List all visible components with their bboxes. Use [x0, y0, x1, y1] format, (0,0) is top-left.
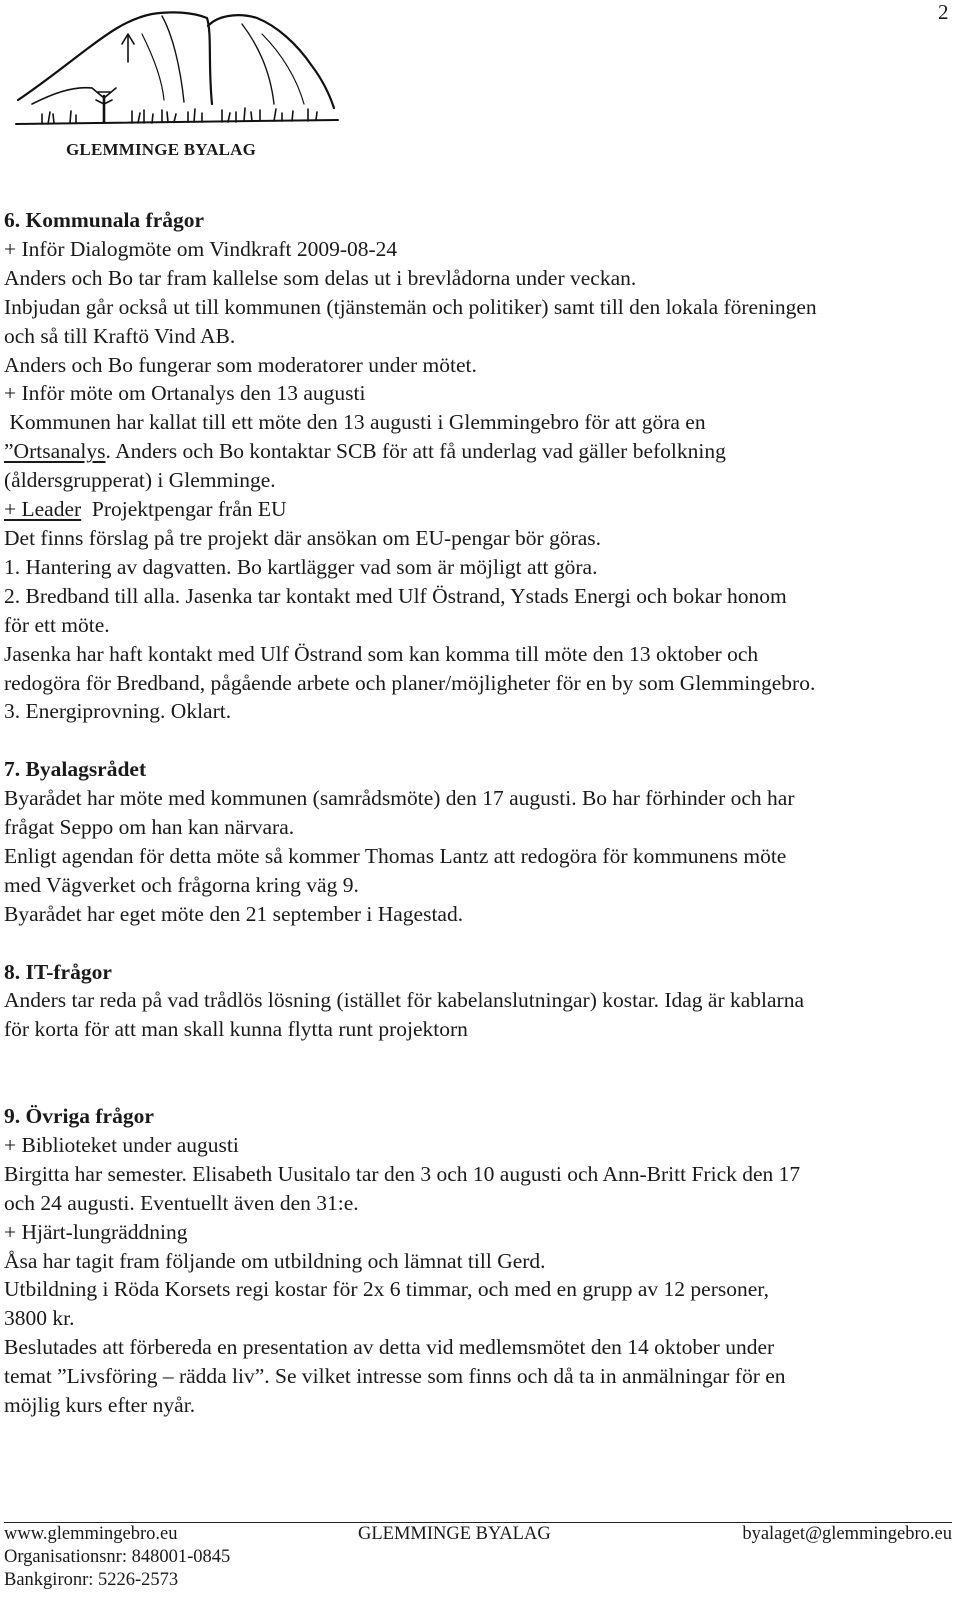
- text-line: + Inför möte om Ortanalys den 13 augusti: [4, 381, 366, 406]
- text-line: med Vägverket och frågorna kring väg 9.: [4, 872, 359, 897]
- section-8-heading: 8. IT-frågor: [4, 959, 112, 984]
- landscape-logo-illustration: [12, 4, 342, 136]
- footer-row: [4, 1569, 952, 1592]
- text-line: Byarådet har eget möte den 21 september i Hagestad.: [4, 901, 464, 926]
- footer-row: [4, 1546, 952, 1569]
- text-line: möjlig kurs efter nyår.: [4, 1393, 196, 1418]
- text-line: Birgitta har semester. Elisabeth Uusitalo tar den 3 och 10 augusti och Ann-Britt Frick den 17: [4, 1161, 801, 1186]
- text-line: 3800 kr.: [4, 1306, 75, 1331]
- section-9-heading: 9. Övriga frågor: [4, 1104, 154, 1129]
- section-6-number: 6.: [4, 208, 26, 232]
- footer-org-name: GLEMMINGE BYALAG: [358, 1524, 551, 1544]
- text-line: Anders och Bo fungerar som moderatorer under mötet.: [4, 352, 477, 377]
- section-6-title: Kommunala frågor: [25, 208, 205, 232]
- text-line: temat ”Livsföring – rädda liv”. Se vilket intresse som finns och då ta in anmälningar för en: [4, 1364, 786, 1389]
- text-line: Anders och Bo tar fram kallelse som delas ut i brevlådorna under veckan.: [4, 265, 637, 290]
- text-line: Åsa har tagit fram följande om utbildning och lämnat till Gerd.: [4, 1248, 546, 1273]
- text-line: [4, 437, 956, 466]
- leader-link-text: + Leader: [4, 497, 82, 522]
- text-line: Jasenka har haft kontakt med Ulf Östrand som kan komma till möte den 13 oktober och: [4, 641, 759, 666]
- text-line: för korta för att man skall kunna flytta runt projektorn: [4, 1017, 468, 1042]
- text-line: Byarådet har möte med kommunen (samrådsmöte) den 17 augusti. Bo har förhinder och har: [4, 786, 795, 811]
- text-line: och så till Kraftö Vind AB.: [4, 323, 236, 348]
- byalag-logo: [12, 4, 342, 164]
- text-line: 1. Hantering av dagvatten. Bo kartlägger vad som är möjligt att göra.: [4, 554, 598, 579]
- text-line: (åldersgrupperat) i Glemminge.: [4, 468, 276, 493]
- page-number: 2: [938, 0, 949, 24]
- minutes-body: [4, 206, 956, 1420]
- text-line: + Inför Dialogmöte om Vindkraft 2009-08-24: [4, 236, 398, 261]
- text-line: Beslutades att förbereda en presentation av detta vid medlemsmötet den 14 oktober under: [4, 1335, 775, 1360]
- footer: [4, 1523, 952, 1592]
- footer-row: [4, 1523, 952, 1546]
- text-line: Kommunen har kallat till ett möte den 13 augusti i Glemmingebro för att göra en: [4, 410, 706, 435]
- spacer: [4, 929, 956, 958]
- ortsanalys-link-text: ”Ortsanalys: [4, 439, 106, 464]
- footer-email[interactable]: byalaget@glemmingebro.eu: [742, 1524, 952, 1544]
- footer-bankgiro: Bankgironr: 5226-2573: [4, 1570, 179, 1590]
- text-line: + Biblioteket under augusti: [4, 1132, 239, 1157]
- text-line: 2. Bredband till alla. Jasenka tar kontakt med Ulf Östrand, Ystads Energi och bokar honom: [4, 583, 787, 608]
- text-line: 3. Energiprovning. Oklart.: [4, 699, 232, 724]
- text-span: Projektpengar från EU: [81, 497, 287, 522]
- section-7-heading: 7. Byalagsrådet: [4, 757, 147, 782]
- text-line: redogöra för Bredband, pågående arbete och planer/möjligheter för en by som Glemmingebro.: [4, 670, 816, 695]
- text-line: frågat Seppo om han kan närvara.: [4, 815, 295, 840]
- text-line: [4, 495, 956, 524]
- text-line: Inbjudan går också ut till kommunen (tjänstemän och politiker) samt till den lokala föreningen: [4, 294, 817, 319]
- spacer: [4, 1044, 956, 1102]
- section-6-heading: [4, 206, 956, 235]
- logo-text: GLEMMINGE BYALAG: [66, 140, 257, 159]
- footer-org-number: Organisationsnr: 848001-0845: [4, 1547, 231, 1567]
- text-line: + Hjärt-lungräddning: [4, 1219, 188, 1244]
- text-line: Enligt agendan för detta möte så kommer Thomas Lantz att redogöra för kommunens möte: [4, 843, 787, 868]
- text-line: Det finns förslag på tre projekt där ansökan om EU-pengar bör göras.: [4, 525, 602, 550]
- footer-website[interactable]: www.glemmingebro.eu: [4, 1524, 178, 1544]
- text-line: Utbildning i Röda Korsets regi kostar för 2x 6 timmar, och med en grupp av 12 personer,: [4, 1277, 769, 1302]
- text-line: Anders tar reda på vad trådlös lösning (istället för kabelanslutningar) kostar. Idag är kablarna: [4, 988, 805, 1013]
- text-line: för ett möte.: [4, 612, 110, 637]
- text-span: . Anders och Bo kontaktar SCB för att få underlag vad gäller befolkning: [105, 439, 726, 464]
- spacer: [4, 726, 956, 755]
- text-line: och 24 augusti. Eventuellt även den 31:e.: [4, 1190, 359, 1215]
